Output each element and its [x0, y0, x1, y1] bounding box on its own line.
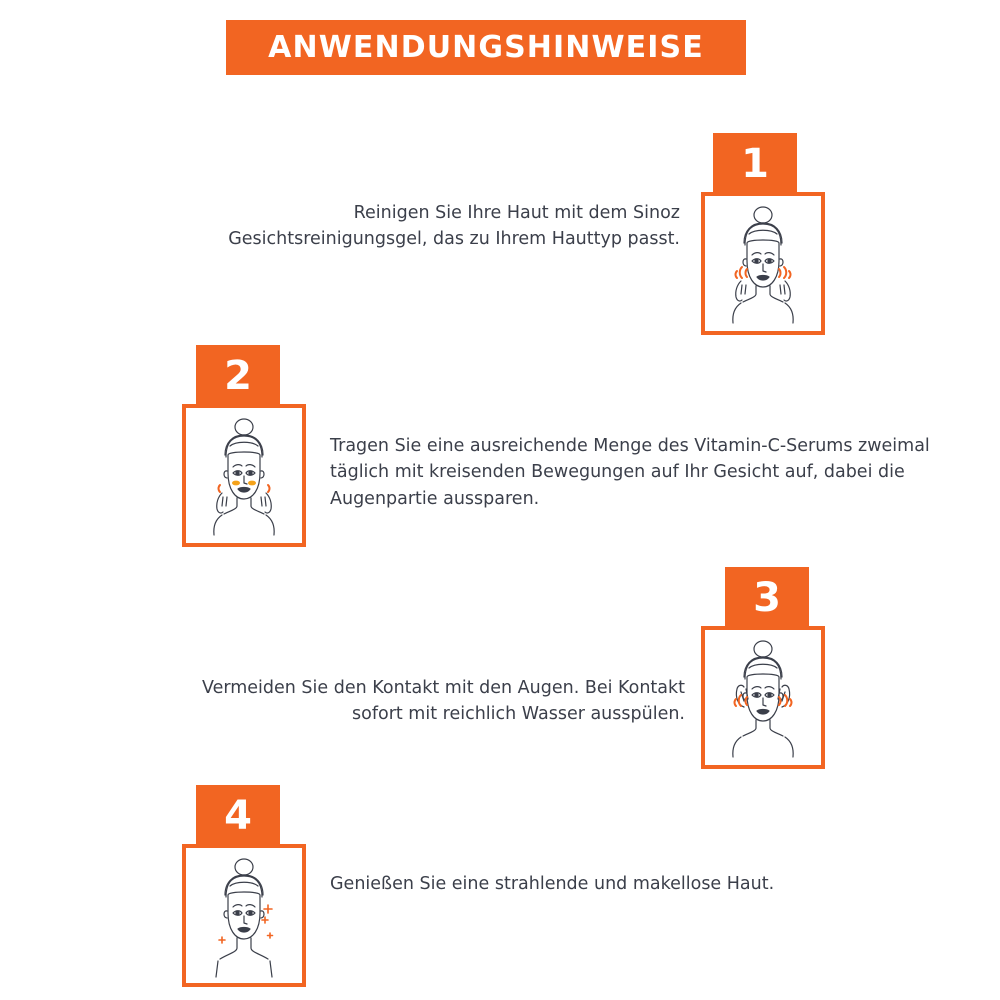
woman-face-avoid-eyes-icon: [711, 635, 815, 760]
step-3-text: Vermeiden Sie den Kontakt mit den Augen. Bei Kontakt sofort mit reichlich Wasser ausspülen.: [201, 678, 685, 725]
step-1-illustration-frame: [701, 192, 825, 335]
page-title: ANWENDUNGSHINWEISE: [268, 29, 704, 65]
step-1-number-badge: [713, 133, 797, 195]
woman-face-glowing-skin-icon: [192, 853, 296, 978]
step-3-illustration-frame: [701, 626, 825, 769]
step-1-number: 1: [741, 141, 769, 187]
step-4-number: 4: [224, 793, 252, 839]
step-2-number-badge: [196, 345, 280, 407]
step-2-number: 2: [224, 353, 252, 399]
step-4-text: Genießen Sie eine strahlende und makellose Haut.: [330, 874, 775, 894]
step-4-illustration-frame: [182, 844, 306, 987]
step-3-number: 3: [753, 575, 781, 621]
step-2-illustration-frame: [182, 404, 306, 547]
step-3-number-badge: [725, 567, 809, 629]
step-1-text: Reinigen Sie Ihre Haut mit dem Sinoz Gesichtsreinigungsgel, das zu Ihrem Hauttyp passt.: [228, 203, 680, 250]
step-2-text: Tragen Sie eine ausreichende Menge des Vitamin-C-Serums zweimal täglich mit kreisenden Bewegungen auf Ihr Gesicht auf, dabei die Augenpartie aussparen.: [330, 436, 930, 509]
page-title-banner: [226, 20, 746, 75]
woman-face-serum-applying-icon: [192, 413, 296, 538]
step-4-number-badge: [196, 785, 280, 847]
woman-face-cleansing-icon: [711, 201, 815, 326]
